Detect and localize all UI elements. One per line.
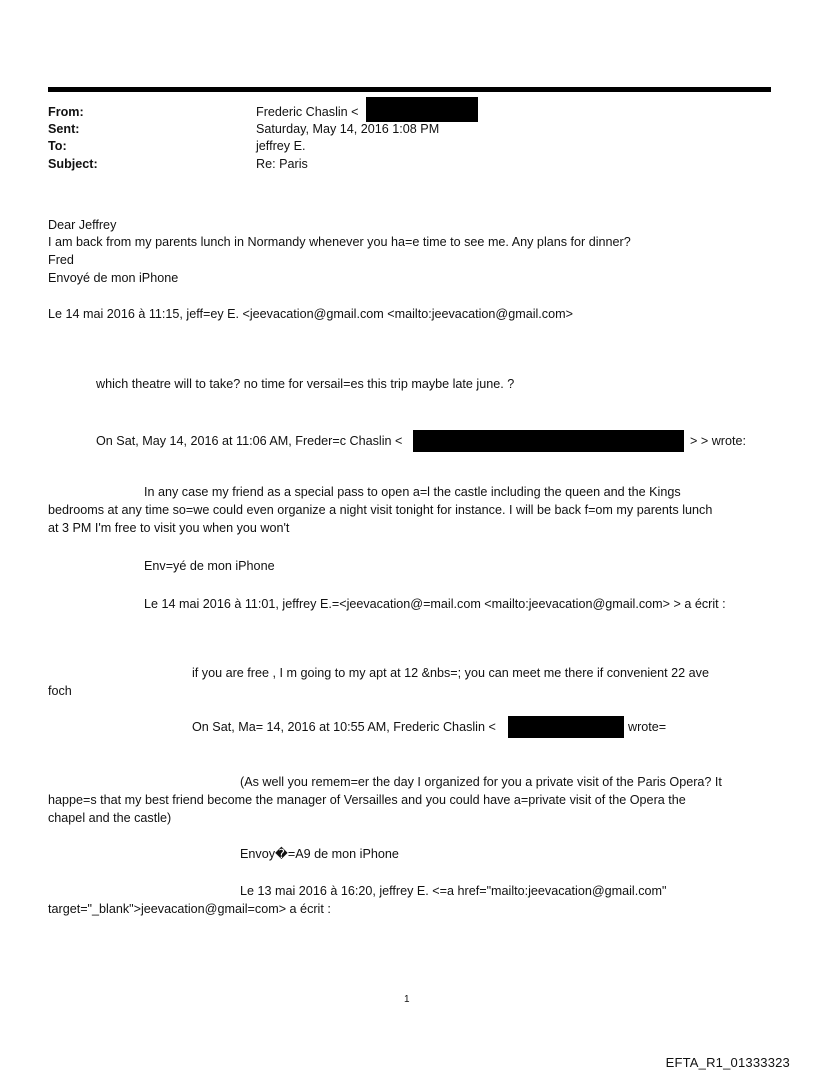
body-line: if you are free , I m going to my apt at 12 &nbs=; you can meet me there if convenient 22 ave [192, 666, 709, 680]
to-value: jeffrey E. [256, 139, 306, 153]
body-line: I am back from my parents lunch in Normandy whenever you ha=e time to see me. Any plans for dinner? [48, 235, 631, 249]
body-line: On Sat, Ma= 14, 2016 at 10:55 AM, Frederic Chaslin < [192, 720, 496, 734]
body-line: which theatre will to take? no time for versail=es this trip maybe late june. ? [96, 377, 515, 391]
subject-value: Re: Paris [256, 157, 308, 171]
body-line: chapel and the castle) [48, 811, 172, 825]
body-line: target="_blank">jeevacation@gmail=com> a écrit : [48, 902, 331, 916]
from-value: Frederic Chaslin < [256, 105, 359, 119]
redaction-box [508, 716, 624, 738]
from-label: From: [48, 105, 84, 119]
body-line: foch [48, 684, 72, 698]
sent-label: Sent: [48, 122, 80, 136]
body-line: In any case my friend as a special pass to open a=l the castle including the queen and the Kings [144, 485, 681, 499]
body-line: > > wrote: [690, 434, 747, 448]
body-line: Envoyé de mon iPhone [48, 271, 179, 285]
body-line: Le 13 mai 2016 à 16:20, jeffrey E. <=a href="mailto:jeevacation@gmail.com" [240, 884, 667, 898]
sent-value: Saturday, May 14, 2016 1:08 PM [256, 122, 440, 136]
body-line: (As well you remem=er the day I organized for you a private visit of the Paris Opera? It [240, 775, 722, 789]
body-line: Env=yé de mon iPhone [144, 559, 275, 573]
redaction-box [413, 430, 684, 452]
to-label: To: [48, 139, 67, 153]
body-line: at 3 PM I'm free to visit you when you won't [48, 521, 290, 535]
body-line: Dear Jeffrey [48, 218, 117, 232]
body-line: Envoy�=A9 de mon iPhone [240, 847, 399, 861]
body-line: bedrooms at any time so=we could even organize a night visit tonight for instance. I will be back f=om my parents lunch [48, 503, 713, 517]
document-id: EFTA_R1_01333323 [665, 1055, 790, 1070]
redaction-box [366, 97, 478, 122]
body-line: Fred [48, 253, 74, 267]
body-line: happe=s that my best friend become the manager of Versailles and you could have a=private visit of the Opera the [48, 793, 686, 807]
header-rule [48, 87, 771, 92]
body-line: Le 14 mai 2016 à 11:01, jeffrey E.=<jeevacation@=mail.com <mailto:jeevacation@gmail.com> > a écrit : [144, 597, 726, 611]
subject-label: Subject: [48, 157, 98, 171]
page-number: 1 [404, 994, 410, 1005]
body-line: On Sat, May 14, 2016 at 11:06 AM, Freder=c Chaslin < [96, 434, 403, 448]
body-line: wrote= [628, 720, 667, 734]
body-line: Le 14 mai 2016 à 11:15, jeff=ey E. <jeevacation@gmail.com <mailto:jeevacation@gmail.com> [48, 307, 573, 321]
